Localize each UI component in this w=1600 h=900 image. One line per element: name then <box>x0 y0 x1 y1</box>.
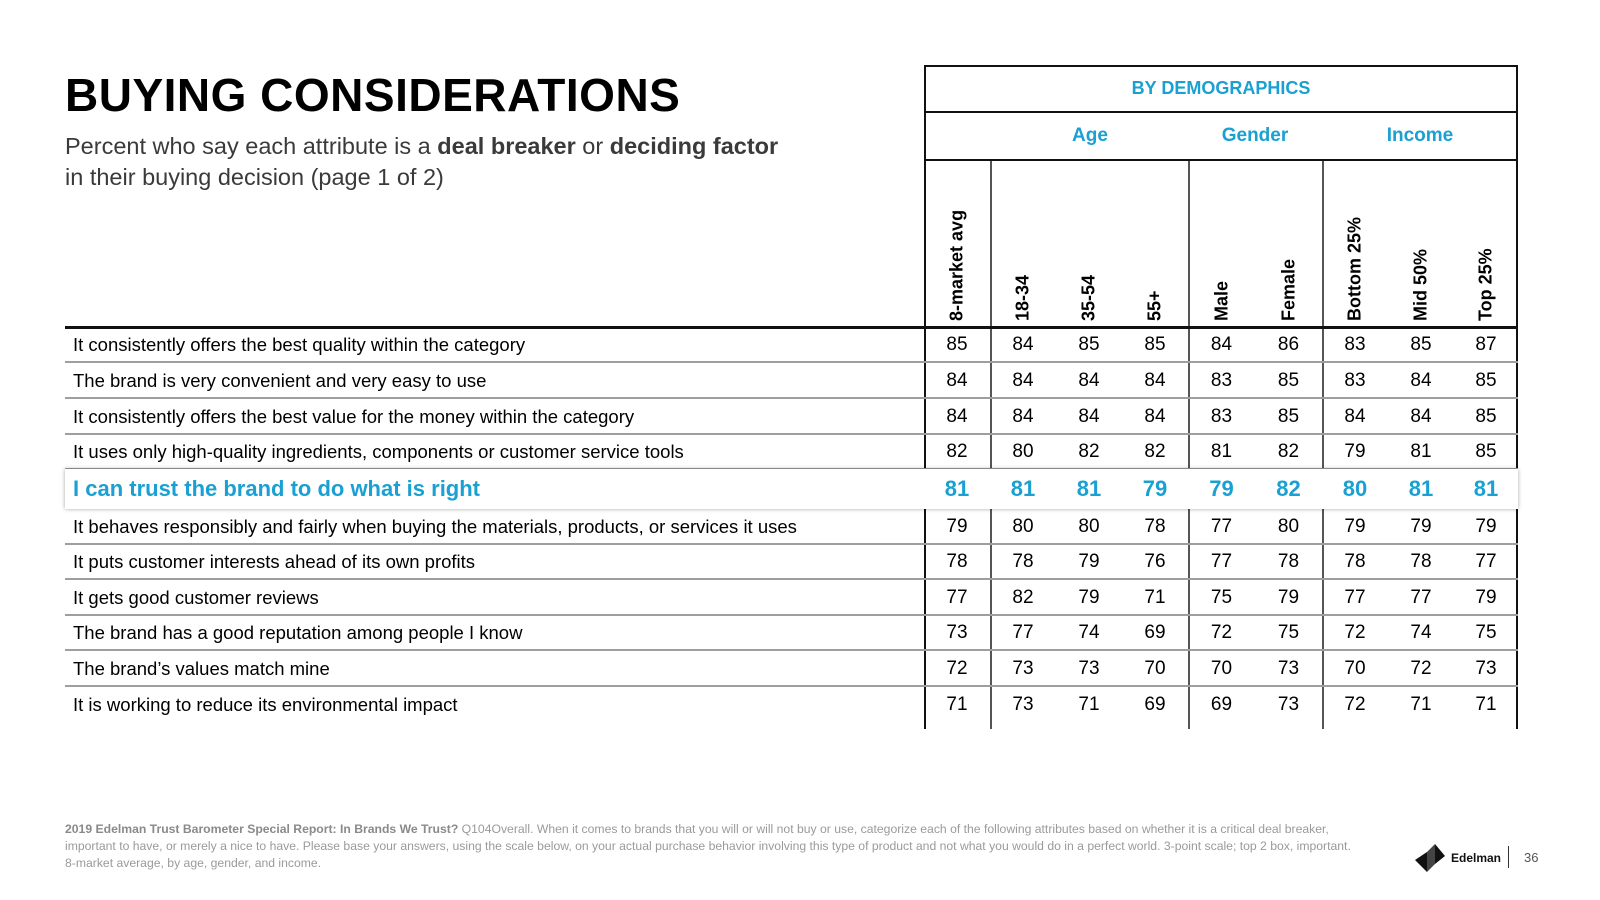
table-row <box>65 580 1518 616</box>
cell-mid-50-: 71 <box>1410 694 1432 715</box>
logo-text: Edelman <box>1451 851 1502 865</box>
cell-male: 70 <box>1210 658 1233 679</box>
cell-18-34: 73 <box>1012 694 1034 715</box>
cell-35-54: 80 <box>1078 516 1100 537</box>
col-header-55-plus: 55+ <box>1144 290 1165 321</box>
cell-female: 75 <box>1277 622 1300 643</box>
cell-male: 83 <box>1210 370 1233 391</box>
cell-bottom-25-: 72 <box>1344 694 1366 715</box>
cell-male: 83 <box>1210 406 1233 427</box>
cell-bottom-25-: 79 <box>1344 516 1366 537</box>
col-header-mid-50: Mid 50% <box>1410 248 1431 321</box>
page-subtitle: Percent who say each attribute is a deal breaker or deciding factor in their buying decision (page 1 of 2) <box>65 133 779 190</box>
cell-8-market-avg: 77 <box>946 587 968 608</box>
cell-55-: 69 <box>1144 622 1166 643</box>
cell-55-: 76 <box>1144 551 1166 572</box>
cell-8-market-avg: 84 <box>946 370 968 391</box>
cell-mid-50-: 74 <box>1410 622 1432 643</box>
cell-35-54: 82 <box>1078 441 1100 462</box>
row-label: I can trust the brand to do what is right <box>73 476 481 501</box>
edelman-logo <box>1413 842 1501 874</box>
cell-55-: 71 <box>1144 587 1166 608</box>
edelman-logo-icon <box>1413 842 1447 874</box>
cell-male: 81 <box>1210 441 1233 462</box>
cell-male: 75 <box>1210 587 1233 608</box>
cell-mid-50-: 81 <box>1408 476 1434 501</box>
cell-mid-50-: 72 <box>1410 658 1432 679</box>
cell-55-: 82 <box>1144 441 1166 462</box>
cell-35-54: 85 <box>1078 334 1100 355</box>
cell-female: 79 <box>1277 587 1300 608</box>
cell-bottom-25-: 80 <box>1342 476 1368 501</box>
cell-male: 69 <box>1210 694 1233 715</box>
cell-female: 80 <box>1277 516 1300 537</box>
cell-male: 84 <box>1210 334 1233 355</box>
cell-8-market-avg: 82 <box>946 441 968 462</box>
cell-bottom-25-: 83 <box>1344 334 1366 355</box>
table-row-highlighted <box>65 469 1518 509</box>
row-label: The brand’s values match mine <box>73 658 330 679</box>
cell-55-: 85 <box>1144 334 1166 355</box>
cell-mid-50-: 81 <box>1410 441 1432 462</box>
cell-top-25-: 87 <box>1475 334 1497 355</box>
cell-55-: 78 <box>1144 516 1166 537</box>
cell-female: 82 <box>1277 441 1300 462</box>
cell-bottom-25-: 77 <box>1344 587 1366 608</box>
col-header-bottom-25: Bottom 25% <box>1344 216 1365 321</box>
cell-mid-50-: 79 <box>1410 516 1432 537</box>
cell-18-34: 80 <box>1012 516 1034 537</box>
cell-top-25-: 79 <box>1475 587 1497 608</box>
row-label: It behaves responsibly and fairly when buying the materials, products, or services it uses <box>73 516 797 537</box>
cell-bottom-25-: 84 <box>1344 406 1366 427</box>
cell-8-market-avg: 78 <box>946 551 968 572</box>
row-label: The brand is very convenient and very easy to use <box>73 370 487 391</box>
row-label: It uses only high-quality ingredients, components or customer service tools <box>73 441 684 462</box>
cell-55-: 84 <box>1144 406 1166 427</box>
row-label: It gets good customer reviews <box>73 587 319 608</box>
group-income: Income <box>1386 125 1454 146</box>
table-row <box>65 363 1518 399</box>
row-label: It consistently offers the best value for the money within the category <box>73 406 635 427</box>
cell-35-54: 71 <box>1078 694 1100 715</box>
col-header-35-54: 35-54 <box>1078 274 1099 321</box>
cell-bottom-25-: 72 <box>1344 622 1366 643</box>
cell-8-market-avg: 71 <box>946 694 968 715</box>
cell-top-25-: 85 <box>1475 441 1497 462</box>
cell-55-: 70 <box>1144 658 1166 679</box>
cell-female: 73 <box>1277 694 1300 715</box>
cell-35-54: 74 <box>1078 622 1100 643</box>
cell-mid-50-: 77 <box>1410 587 1432 608</box>
cell-18-34: 84 <box>1012 370 1034 391</box>
page-title: BUYING CONSIDERATIONS <box>65 69 681 121</box>
cell-35-54: 79 <box>1078 587 1100 608</box>
cell-mid-50-: 84 <box>1410 406 1432 427</box>
table-row <box>65 434 1518 470</box>
cell-8-market-avg: 72 <box>946 658 968 679</box>
row-label: It is working to reduce its environmental impact <box>73 694 458 715</box>
cell-top-25-: 71 <box>1475 694 1497 715</box>
group-gender: Gender <box>1221 125 1289 146</box>
cell-18-34: 80 <box>1012 441 1034 462</box>
cell-top-25-: 81 <box>1473 476 1499 501</box>
cell-female: 78 <box>1277 551 1300 572</box>
cell-bottom-25-: 78 <box>1344 551 1366 572</box>
cell-male: 72 <box>1210 622 1233 643</box>
cell-mid-50-: 84 <box>1410 370 1432 391</box>
cell-35-54: 79 <box>1078 551 1100 572</box>
cell-18-34: 82 <box>1012 587 1034 608</box>
table-row <box>65 651 1518 687</box>
cell-8-market-avg: 85 <box>946 334 968 355</box>
table-row <box>65 399 1518 435</box>
table-row <box>65 615 1518 651</box>
col-header-top-25: Top 25% <box>1475 248 1496 321</box>
cell-35-54: 84 <box>1078 406 1100 427</box>
cell-female: 85 <box>1277 406 1300 427</box>
cell-8-market-avg: 84 <box>946 406 968 427</box>
cell-female: 86 <box>1277 334 1300 355</box>
cell-35-54: 84 <box>1078 370 1100 391</box>
cell-top-25-: 85 <box>1475 406 1497 427</box>
table-row <box>65 509 1518 545</box>
cell-55-: 69 <box>1144 694 1166 715</box>
cell-bottom-25-: 70 <box>1344 658 1366 679</box>
cell-female: 85 <box>1277 370 1300 391</box>
page-number: 36 <box>1524 850 1539 865</box>
row-label: It consistently offers the best quality within the category <box>73 334 526 355</box>
cell-top-25-: 73 <box>1475 658 1497 679</box>
cell-female: 73 <box>1277 658 1300 679</box>
cell-35-54: 81 <box>1076 476 1102 501</box>
col-header-8-market-avg: 8-market avg <box>946 209 967 321</box>
cell-18-34: 81 <box>1010 476 1036 501</box>
cell-top-25-: 75 <box>1475 622 1497 643</box>
cell-top-25-: 85 <box>1475 370 1497 391</box>
cell-18-34: 84 <box>1012 334 1034 355</box>
cell-bottom-25-: 83 <box>1344 370 1366 391</box>
cell-mid-50-: 85 <box>1410 334 1432 355</box>
cell-female: 82 <box>1276 476 1301 501</box>
col-header-female: Female <box>1278 258 1298 321</box>
cell-top-25-: 79 <box>1475 516 1497 537</box>
cell-18-34: 78 <box>1012 551 1034 572</box>
cell-18-34: 84 <box>1012 406 1034 427</box>
cell-top-25-: 77 <box>1475 551 1497 572</box>
row-label: The brand has a good reputation among people I know <box>73 622 523 643</box>
group-age: Age <box>1072 125 1108 146</box>
col-header-18-34: 18-34 <box>1012 274 1033 321</box>
col-header-male: Male <box>1211 280 1231 321</box>
cell-8-market-avg: 73 <box>946 622 968 643</box>
table-row <box>65 687 1518 723</box>
cell-male: 79 <box>1209 476 1234 501</box>
cell-55-: 79 <box>1142 476 1168 501</box>
cell-55-: 84 <box>1144 370 1166 391</box>
cell-35-54: 73 <box>1078 658 1100 679</box>
cell-18-34: 73 <box>1012 658 1034 679</box>
cell-8-market-avg: 79 <box>946 516 968 537</box>
cell-8-market-avg: 81 <box>944 476 970 501</box>
table-row <box>65 327 1518 363</box>
footnote: 2019 Edelman Trust Barometer Special Report: In Brands We Trust? Q104Overall. When it comes to brands that you will or will not buy or use, categorize each of the following attributes based on whether it is a critical deal breaker, important to have, or merely a nice to have. Please base your answers, using the scale below, on your actual purchase behavior involving this type of product and not what you would do in a perfect world. 3-point scale; top 2 box, important. 8-market average, by age, gender, and income. <box>65 822 1351 870</box>
page-number-separator <box>1508 846 1509 868</box>
group-header-row <box>924 113 1518 161</box>
cell-male: 77 <box>1210 551 1233 572</box>
table-row <box>65 544 1518 580</box>
cell-18-34: 77 <box>1012 622 1034 643</box>
row-label: It puts customer interests ahead of its own profits <box>73 551 476 572</box>
demographics-header: BY DEMOGRAPHICS <box>924 65 1518 113</box>
cell-male: 77 <box>1210 516 1233 537</box>
cell-mid-50-: 78 <box>1410 551 1432 572</box>
cell-bottom-25-: 79 <box>1344 441 1366 462</box>
